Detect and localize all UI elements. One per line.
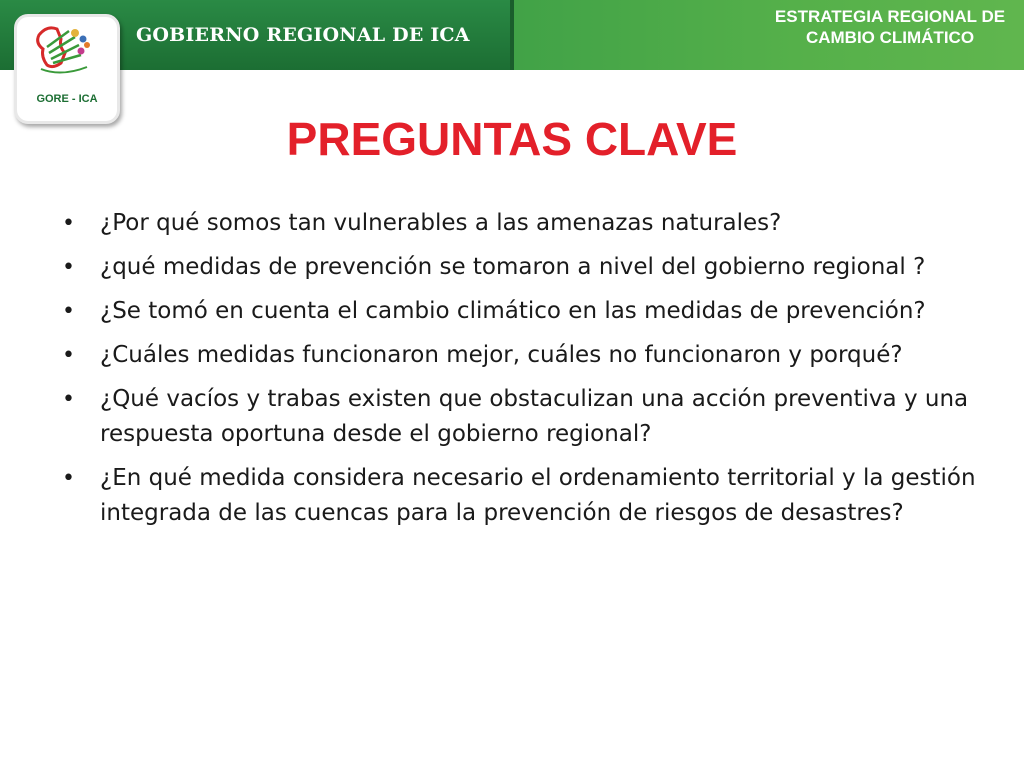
bullet-text: ¿Se tomó en cuenta el cambio climático en las medidas de prevención? [100,298,926,324]
list-item [62,294,982,329]
bullet-dot-icon: • [62,211,75,236]
bullet-dot-icon: • [62,255,75,280]
bullet-list [62,206,982,540]
list-item [62,206,982,241]
list-item [62,338,982,373]
list-item [62,461,982,531]
bullet-dot-icon: • [62,466,75,491]
bullet-text: ¿Por qué somos tan vulnerables a las amenazas naturales? [100,210,782,236]
header-right-title: ESTRATEGIA REGIONAL DE CAMBIO CLIMÁTICO [774,7,1006,47]
header-title: GOBIERNO REGIONAL DE ICA [136,24,470,46]
page-title: PREGUNTAS CLAVE [286,113,738,165]
list-item [62,250,982,285]
list-item [62,382,982,452]
bullet-text: ¿Cuáles medidas funcionaron mejor, cuáles no funcionaron y porqué? [100,342,903,368]
bullet-text: ¿Qué vacíos y trabas existen que obstaculizan una acción preventiva y una respuesta oportuna desde el gobierno regional? [100,386,969,447]
header-bar [0,0,1024,70]
map-emblem-icon [17,17,117,93]
bullet-dot-icon: • [62,299,75,324]
bullet-text: ¿En qué medida considera necesario el ordenamiento territorial y la gestión integrada de las cuencas para la prevención de riesgos de desastres? [100,465,976,526]
bullet-dot-icon: • [62,387,75,412]
header-divider [510,0,514,70]
bullet-text: ¿qué medidas de prevención se tomaron a nivel del gobierno regional ? [100,254,926,280]
gore-ica-logo [14,14,120,124]
logo-label: GORE - ICA [36,93,98,105]
bullet-dot-icon: • [62,343,75,368]
